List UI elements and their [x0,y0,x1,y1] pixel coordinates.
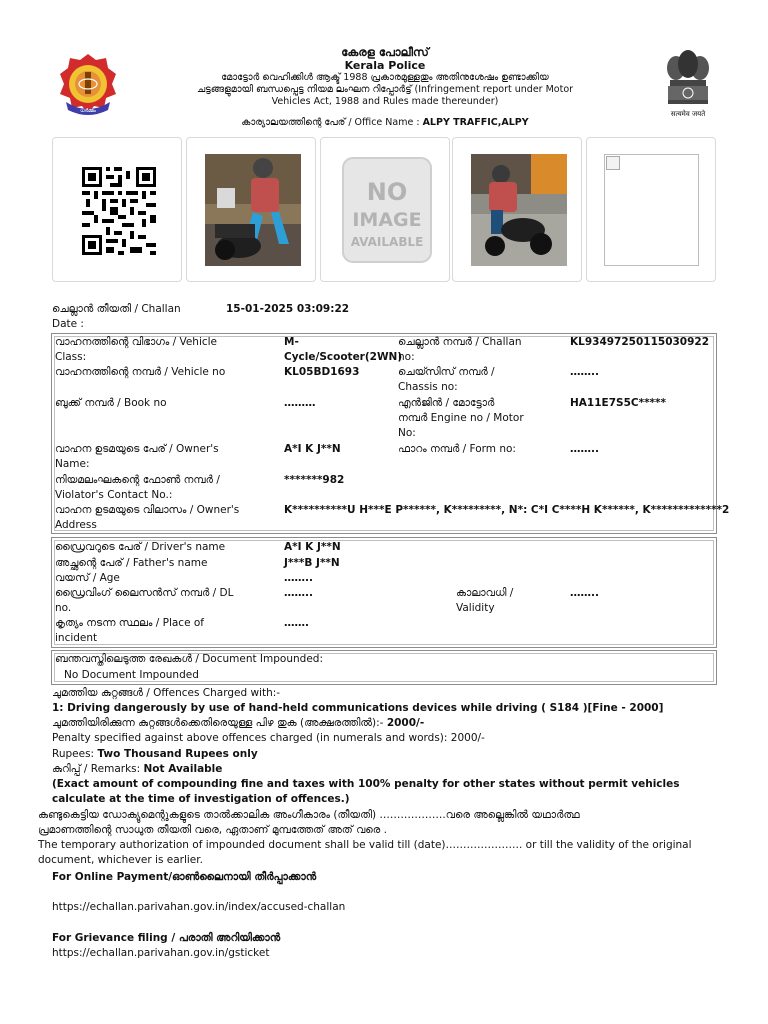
owner-address-value: K**********U H***E P******, K*********, N*: C*I C****H K******, K*************2 [284,504,730,516]
owner-address-label: വാഹന ഉടമയുടെ വിലാസം / Owner's Address [55,504,240,531]
temp-auth-malayalam-2: പ്രമാണത്തിന്റെ സാധുത തീയതി വരെ, ഏതാണ് മുമ്പത്തേത് അത് വരെ . [38,824,387,836]
rider-photo-2 [471,154,567,266]
photo-card-2 [320,137,450,282]
contact-no-value: *******982 [284,474,345,486]
engine-no-value: HA11E7S5C***** [570,397,667,409]
fine-malayalam-value: 2000/- [386,717,425,729]
photo-card-4 [586,137,716,282]
no-image-text-3: AVAILABLE [350,235,424,249]
driver-name-label: ഡ്രൈവറുടെ പേര് / Driver's name [55,541,226,553]
header-desc-line2: ചട്ടങ്ങളുമായി ബന്ധപ്പെട്ട നിയമ ലംഘന റിപ്പോർട്ട് (Infringement report under Motor [196,84,574,95]
no-image-text-2: IMAGE [352,209,422,231]
vehicle-class-value: M- Cycle/Scooter(2WN) [284,336,403,363]
office-name-value: ALPY TRAFFIC,ALPY [422,117,529,128]
challan-no-label: ചെല്ലാൻ നമ്പർ / Challan no: [398,336,522,363]
dl-no-label: ഡ്രൈവിംഗ് ലൈസൻസ് നമ്പർ / DL no. [55,587,234,614]
rider-photo-1 [205,154,301,266]
chassis-no-value: …….. [570,366,599,378]
vehicle-no-value: KL05BD1693 [284,366,360,378]
online-payment-label: For Online Payment/ഓൺലൈനായി തീർപ്പാക്കാൻ [52,871,317,883]
police-logo-motto: ധർമ്മം [80,108,96,114]
vehicle-class-label: വാഹനത്തിന്റെ വിഭാഗം / Vehicle Class: [55,336,218,363]
title-english: Kerala Police [344,59,426,72]
validity-value: …….. [570,587,599,599]
father-name-label: അച്ഛന്റെ പേര് / Father's name [55,557,208,569]
form-no-value: …….. [570,443,599,455]
contact-no-label: നിയമലംഘകന്റെ ഫോൺ നമ്പർ / Violator's Contact No.: [55,474,220,501]
offences-charged-label: ചുമത്തിയ കുറ്റങ്ങൾ / Offences Charged with:- [52,687,281,699]
header-desc-line3: Vehicles Act, 1988 and Rules made thereunder) [271,96,499,107]
challan-date-value: 15-01-2025 03:09:22 [226,303,350,315]
place-label: കൃത്യം നടന്ന സ്ഥലം / Place of incident [55,617,205,644]
driver-name-value: A*I K J**N [284,541,341,553]
qr-code [80,165,158,257]
vehicle-no-label: വാഹനത്തിന്റെ നമ്പർ / Vehicle no [55,366,226,378]
validity-label: കാലാവധി / Validity [456,587,514,614]
form-no-label: ഫാറം നമ്പർ / Form no: [398,443,516,455]
header-desc-line1: മോട്ടോർ വെഹിക്കിൾ ആക്ട് 1988 പ്രകാരമുള്ളതും അതിനുശേഷം ഉണ്ടാക്കിയ [221,72,549,83]
photo-card-1 [186,137,316,282]
book-no-value: ……… [284,397,316,409]
owner-name-value: A*I K J**N [284,443,341,455]
remarks-value: Not Available [143,763,223,775]
temp-auth-english: The temporary authorization of impounded document shall be valid till (date)…………………. or till the validity of the original document, whichever is earlier. [38,839,692,866]
challan-date-label: ചെല്ലാൻ തീയതി / Challan Date : [52,303,181,330]
no-image-placeholder [341,156,433,264]
compounding-note: (Exact amount of compounding fine and taxes with 100% penalty for other states without permit vehicles calculate at the time of investigation of offences.) [52,778,680,805]
book-no-label: ബുക്ക് നമ്പർ / Book no [55,397,167,409]
challan-no-value: KL93497250115030922 [570,336,710,348]
online-payment-link[interactable]: https://echallan.parivahan.gov.in/index/accused-challan [52,901,346,913]
emblem-motto: सत्यमेव जयते [670,110,706,118]
grievance-label: For Grievance filing / പരാതി അറിയിക്കാൻ [52,932,281,944]
grievance-link[interactable]: https://echallan.parivahan.gov.in/gsticket [52,947,270,959]
photo-card-3 [452,137,582,282]
broken-image-icon [606,156,620,170]
temp-auth-malayalam-1: കണ്ടുകെട്ടിയ ഡോക്യുമെന്റുകളുടെ താൽക്കാലിക അംഗീകാരം (തീയതി) ……………….വരെ അല്ലെങ്കിൽ യഥാർത്ഥ [38,809,580,821]
qr-code-card [52,137,182,282]
dl-no-value: …….. [284,587,313,599]
age-label: വയസ് / Age [55,572,120,584]
rupees-line: Rupees: Two Thousand Rupees only [52,748,258,760]
place-value: ……. [284,617,309,629]
chassis-no-label: ചെയ്സിസ് നമ്പർ / Chassis no: [398,366,495,393]
rupees-value: Two Thousand Rupees only [97,748,258,760]
header [150,46,620,108]
title-malayalam: കേരള പോലീസ് [341,45,429,59]
offence-1: 1: Driving dangerously by use of hand-held communications devices while driving ( S184 )[Fine - 2000] [52,702,664,714]
office-name-label: കാര്യാലയത്തിന്റെ പേര് / Office Name : [241,117,420,128]
penalty-english: Penalty specified against above offences charged (in numerals and words): 2000/- [52,732,485,744]
document-impounded-value: No Document Impounded [64,669,199,681]
owner-name-label: വാഹന ഉടമയുടെ പേര് / Owner's Name: [55,443,219,470]
document-impounded-label: ബന്തവസ്തിലെടുത്ത രേഖകൾ / Document Impounded: [55,653,323,665]
engine-no-label: എൻജിൻ / മോട്ടോർ നമ്പർ Engine no / Motor No: [398,397,524,439]
no-image-text-1: NO [366,178,408,206]
fine-malayalam: ചുമത്തിയിരിക്കുന്ന കുറ്റങ്ങൾക്കെതിരെയുള്ള പിഴ തുക (അക്ഷരത്തിൽ):- 2000/- [52,717,425,729]
broken-image-placeholder [604,154,699,266]
remarks-line: കുറിപ്പ് / Remarks: Not Available [52,763,223,775]
age-value: …….. [284,572,313,584]
father-name-value: J***B J**N [284,557,340,569]
office-name-line [150,117,620,128]
kerala-police-logo [58,52,118,118]
